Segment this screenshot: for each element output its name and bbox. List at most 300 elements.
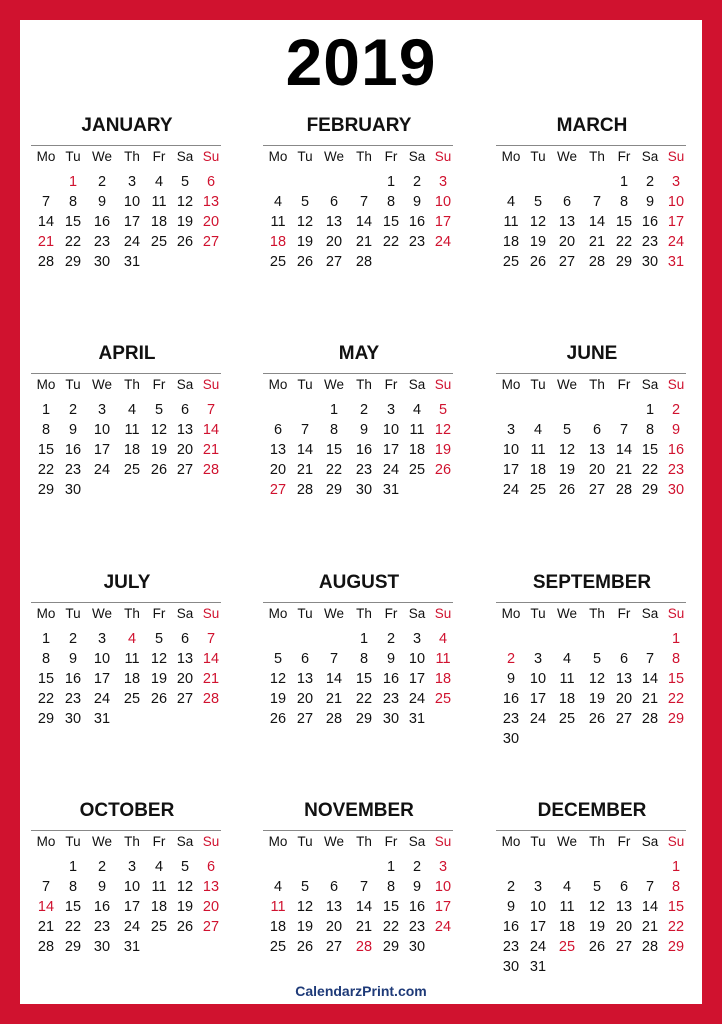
weekday-header: Tu	[530, 149, 546, 164]
day-cell: 11	[530, 442, 546, 458]
day-cell: 14	[37, 899, 55, 915]
day-cell: 13	[615, 671, 633, 687]
weekday-header: Fr	[152, 834, 166, 849]
day-cell: 17	[123, 214, 141, 230]
month-name: NOVEMBER	[304, 800, 414, 821]
month-divider	[31, 830, 221, 831]
weekday-header: Mo	[501, 149, 521, 164]
day-cell: 6	[562, 194, 572, 210]
day-cell: 16	[408, 899, 426, 915]
day-cell: 14	[202, 422, 220, 438]
month-october	[31, 800, 223, 977]
day-cell: 24	[529, 711, 547, 727]
year-title: 2019	[285, 25, 437, 99]
day-cell: 19	[296, 919, 314, 935]
day-cell: 28	[355, 939, 373, 955]
day-cell: 22	[355, 691, 373, 707]
day-cell: 20	[202, 899, 220, 915]
day-cell: 4	[154, 859, 164, 875]
day-cell: 1	[41, 631, 51, 647]
day-cell: 10	[93, 651, 111, 667]
month-august	[263, 572, 455, 749]
day-cell: 7	[206, 402, 216, 418]
day-cell: 17	[434, 899, 452, 915]
day-cell: 3	[506, 422, 516, 438]
day-cell: 31	[408, 711, 426, 727]
weekday-header: Mo	[501, 834, 521, 849]
day-cell: 7	[359, 879, 369, 895]
day-cell: 6	[329, 879, 339, 895]
day-cell: 12	[296, 214, 314, 230]
day-cell: 18	[123, 671, 141, 687]
day-cell: 3	[438, 174, 448, 190]
day-cell: 11	[559, 899, 575, 915]
day-cell: 18	[123, 442, 141, 458]
day-cell: 28	[37, 254, 55, 270]
month-divider	[496, 830, 686, 831]
day-cell: 11	[151, 879, 167, 895]
day-cell: 26	[176, 234, 194, 250]
weekday-header: Sa	[176, 834, 194, 849]
day-cell: 21	[37, 919, 55, 935]
day-cell: 22	[641, 462, 659, 478]
day-cell: 18	[529, 462, 547, 478]
day-cell: 3	[97, 402, 107, 418]
weekday-header: Sa	[408, 149, 426, 164]
day-cell: 9	[68, 651, 78, 667]
day-cell: 26	[176, 919, 194, 935]
weekday-header: Tu	[530, 377, 546, 392]
day-cell: 23	[408, 919, 426, 935]
day-cell: 5	[300, 194, 310, 210]
weekday-header: Tu	[297, 149, 313, 164]
day-cell: 3	[438, 859, 448, 875]
day-cell: 11	[435, 651, 451, 667]
day-cell: 5	[300, 879, 310, 895]
day-cell: 13	[558, 214, 576, 230]
weekday-header: Th	[356, 377, 372, 392]
day-cell: 31	[667, 254, 685, 270]
day-cell: 30	[93, 254, 111, 270]
day-cell: 1	[68, 859, 78, 875]
day-cell: 13	[296, 671, 314, 687]
weekday-header: Th	[124, 606, 140, 621]
weekday-header: Su	[667, 149, 685, 164]
day-cell: 6	[329, 194, 339, 210]
day-cell: 23	[64, 691, 82, 707]
day-cell: 20	[176, 442, 194, 458]
day-cell: 27	[202, 919, 220, 935]
day-cell: 29	[37, 482, 55, 498]
day-cell: 30	[667, 482, 685, 498]
day-cell: 21	[641, 919, 659, 935]
day-cell: 15	[641, 442, 659, 458]
weekday-header: Th	[124, 834, 140, 849]
day-cell: 12	[176, 194, 194, 210]
day-cell: 25	[502, 254, 520, 270]
day-cell: 5	[180, 859, 190, 875]
day-cell: 11	[270, 214, 286, 230]
weekday-header: Sa	[176, 377, 194, 392]
day-cell: 21	[296, 462, 314, 478]
weekday-header: We	[323, 377, 344, 392]
month-divider	[31, 602, 221, 603]
day-cell: 28	[588, 254, 606, 270]
day-cell: 9	[97, 879, 107, 895]
weekday-header: Su	[667, 377, 685, 392]
day-cell: 28	[202, 691, 220, 707]
weekday-header: We	[91, 377, 112, 392]
day-cell: 19	[529, 234, 547, 250]
day-cell: 14	[325, 671, 343, 687]
day-cell: 15	[355, 671, 373, 687]
day-cell: 10	[502, 442, 520, 458]
day-cell: 20	[296, 691, 314, 707]
day-cell: 16	[667, 442, 685, 458]
day-cell: 1	[671, 859, 681, 875]
day-cell: 26	[150, 691, 168, 707]
day-cell: 19	[150, 671, 168, 687]
month-divider	[263, 145, 453, 146]
day-cell: 2	[671, 402, 681, 418]
day-cell: 24	[502, 482, 520, 498]
day-cell: 11	[151, 194, 167, 210]
month-name: JANUARY	[81, 115, 173, 136]
day-cell: 6	[592, 422, 602, 438]
day-cell: 28	[37, 939, 55, 955]
day-cell: 26	[529, 254, 547, 270]
day-cell: 6	[300, 651, 310, 667]
weekday-header: We	[556, 834, 577, 849]
weekday-header: We	[91, 834, 112, 849]
day-cell: 11	[503, 214, 519, 230]
day-cell: 3	[127, 174, 137, 190]
weekday-header: Su	[202, 377, 220, 392]
day-cell: 29	[64, 254, 82, 270]
month-name: JULY	[103, 572, 151, 593]
day-cell: 9	[97, 194, 107, 210]
month-divider	[496, 373, 686, 374]
day-cell: 24	[123, 234, 141, 250]
weekday-header: Mo	[268, 377, 288, 392]
day-cell: 26	[588, 939, 606, 955]
day-cell: 27	[296, 711, 314, 727]
weekday-header: We	[556, 377, 577, 392]
day-cell: 24	[93, 462, 111, 478]
day-cell: 21	[202, 442, 220, 458]
day-cell: 15	[37, 442, 55, 458]
day-cell: 13	[615, 899, 633, 915]
day-cell: 5	[533, 194, 543, 210]
month-divider	[263, 373, 453, 374]
day-cell: 18	[558, 691, 576, 707]
month-name: SEPTEMBER	[532, 572, 652, 593]
day-cell: 3	[127, 859, 137, 875]
day-cell: 17	[123, 899, 141, 915]
weekday-header: Th	[356, 149, 372, 164]
day-cell: 9	[645, 194, 655, 210]
day-cell: 7	[300, 422, 310, 438]
day-cell: 5	[154, 631, 164, 647]
day-cell: 17	[408, 671, 426, 687]
day-cell: 22	[325, 462, 343, 478]
day-cell: 14	[641, 899, 659, 915]
month-april	[31, 343, 223, 520]
day-cell: 3	[386, 402, 396, 418]
day-cell: 2	[412, 859, 422, 875]
footer-brand: CalendarzPrint.com	[295, 983, 427, 999]
day-cell: 30	[382, 711, 400, 727]
weekday-header: Su	[434, 377, 452, 392]
day-cell: 15	[382, 214, 400, 230]
day-cell: 30	[355, 482, 373, 498]
day-cell: 13	[325, 899, 343, 915]
weekday-header: We	[91, 149, 112, 164]
day-cell: 12	[150, 651, 168, 667]
day-cell: 29	[64, 939, 82, 955]
day-cell: 24	[529, 939, 547, 955]
day-cell: 25	[123, 462, 141, 478]
weekday-header: Mo	[268, 149, 288, 164]
day-cell: 19	[558, 462, 576, 478]
weekday-header: Tu	[530, 606, 546, 621]
day-cell: 18	[269, 234, 287, 250]
weekday-header: Su	[434, 834, 452, 849]
day-cell: 4	[273, 194, 283, 210]
day-cell: 26	[296, 939, 314, 955]
day-cell: 28	[641, 711, 659, 727]
day-cell: 6	[206, 859, 216, 875]
day-cell: 8	[645, 422, 655, 438]
day-cell: 4	[533, 422, 543, 438]
weekday-header: Sa	[641, 606, 659, 621]
day-cell: 30	[93, 939, 111, 955]
day-cell: 23	[408, 234, 426, 250]
day-cell: 22	[37, 462, 55, 478]
weekday-header: Fr	[384, 377, 398, 392]
weekday-header: We	[556, 606, 577, 621]
day-cell: 9	[68, 422, 78, 438]
day-cell: 14	[615, 442, 633, 458]
day-cell: 3	[533, 879, 543, 895]
weekday-header: Fr	[384, 149, 398, 164]
day-cell: 28	[296, 482, 314, 498]
day-cell: 10	[123, 194, 141, 210]
day-cell: 23	[93, 234, 111, 250]
day-cell: 1	[386, 174, 396, 190]
weekday-header: Mo	[36, 377, 56, 392]
day-cell: 2	[386, 631, 396, 647]
month-divider	[31, 373, 221, 374]
day-cell: 24	[408, 691, 426, 707]
day-cell: 15	[64, 214, 82, 230]
day-cell: 25	[558, 711, 576, 727]
day-cell: 21	[615, 462, 633, 478]
day-cell: 6	[619, 651, 629, 667]
month-december	[496, 800, 688, 977]
day-cell: 27	[325, 939, 343, 955]
day-cell: 22	[37, 691, 55, 707]
day-cell: 27	[202, 234, 220, 250]
weekday-header: Sa	[176, 606, 194, 621]
day-cell: 21	[641, 691, 659, 707]
day-cell: 11	[409, 422, 425, 438]
day-cell: 21	[325, 691, 343, 707]
day-cell: 26	[269, 711, 287, 727]
day-cell: 31	[382, 482, 400, 498]
day-cell: 16	[64, 671, 82, 687]
weekday-header: Th	[589, 149, 605, 164]
weekday-header: Th	[124, 377, 140, 392]
weekday-header: Fr	[384, 834, 398, 849]
day-cell: 27	[325, 254, 343, 270]
day-cell: 20	[269, 462, 287, 478]
day-cell: 11	[124, 422, 140, 438]
day-cell: 22	[667, 691, 685, 707]
day-cell: 4	[438, 631, 448, 647]
weekday-header: Mo	[36, 149, 56, 164]
weekday-header: Th	[589, 377, 605, 392]
day-cell: 18	[150, 899, 168, 915]
day-cell: 28	[641, 939, 659, 955]
day-cell: 19	[176, 214, 194, 230]
day-cell: 3	[97, 631, 107, 647]
day-cell: 10	[382, 422, 400, 438]
weekday-header: Su	[434, 606, 452, 621]
month-divider	[263, 602, 453, 603]
day-cell: 29	[355, 711, 373, 727]
day-cell: 9	[412, 879, 422, 895]
day-cell: 12	[150, 422, 168, 438]
day-cell: 30	[641, 254, 659, 270]
weekday-header: Mo	[36, 606, 56, 621]
weekday-header: Th	[124, 149, 140, 164]
day-cell: 23	[355, 462, 373, 478]
weekday-header: Th	[356, 834, 372, 849]
day-cell: 2	[506, 879, 516, 895]
day-cell: 1	[619, 174, 629, 190]
day-cell: 9	[359, 422, 369, 438]
day-cell: 8	[359, 651, 369, 667]
day-cell: 21	[588, 234, 606, 250]
day-cell: 10	[93, 422, 111, 438]
weekday-header: Th	[589, 834, 605, 849]
day-cell: 30	[64, 711, 82, 727]
day-cell: 9	[506, 899, 516, 915]
day-cell: 24	[434, 919, 452, 935]
day-cell: 26	[150, 462, 168, 478]
month-name: AUGUST	[318, 572, 400, 593]
day-cell: 8	[671, 651, 681, 667]
day-cell: 4	[127, 631, 137, 647]
weekday-header: Tu	[65, 606, 81, 621]
day-cell: 16	[641, 214, 659, 230]
month-name: DECEMBER	[537, 800, 647, 821]
day-cell: 2	[68, 631, 78, 647]
day-cell: 4	[273, 879, 283, 895]
day-cell: 10	[123, 879, 141, 895]
weekday-header: Tu	[297, 834, 313, 849]
day-cell: 10	[529, 671, 547, 687]
day-cell: 25	[434, 691, 452, 707]
day-cell: 15	[325, 442, 343, 458]
day-cell: 21	[355, 919, 373, 935]
day-cell: 20	[202, 214, 220, 230]
day-cell: 12	[269, 671, 287, 687]
day-cell: 17	[667, 214, 685, 230]
day-cell: 15	[382, 899, 400, 915]
day-cell: 1	[41, 402, 51, 418]
day-cell: 17	[529, 919, 547, 935]
day-cell: 1	[359, 631, 369, 647]
day-cell: 25	[269, 254, 287, 270]
month-november	[263, 800, 455, 977]
day-cell: 12	[296, 899, 314, 915]
day-cell: 2	[506, 651, 516, 667]
day-cell: 2	[412, 174, 422, 190]
day-cell: 22	[64, 919, 82, 935]
day-cell: 6	[619, 879, 629, 895]
day-cell: 2	[68, 402, 78, 418]
day-cell: 20	[325, 234, 343, 250]
day-cell: 25	[150, 919, 168, 935]
day-cell: 18	[558, 919, 576, 935]
day-cell: 22	[382, 919, 400, 935]
day-cell: 14	[202, 651, 220, 667]
month-june	[496, 343, 688, 520]
day-cell: 28	[615, 482, 633, 498]
day-cell: 8	[619, 194, 629, 210]
weekday-header: Fr	[384, 606, 398, 621]
day-cell: 7	[41, 879, 51, 895]
day-cell: 12	[434, 422, 452, 438]
day-cell: 12	[558, 442, 576, 458]
day-cell: 8	[68, 194, 78, 210]
day-cell: 31	[123, 254, 141, 270]
day-cell: 19	[588, 691, 606, 707]
weekday-header: Sa	[408, 377, 426, 392]
day-cell: 23	[641, 234, 659, 250]
day-cell: 5	[562, 422, 572, 438]
weekday-header: Su	[202, 606, 220, 621]
day-cell: 28	[202, 462, 220, 478]
day-cell: 27	[615, 939, 633, 955]
weekday-header: Fr	[617, 834, 631, 849]
day-cell: 11	[124, 651, 140, 667]
day-cell: 16	[408, 214, 426, 230]
day-cell: 6	[180, 402, 190, 418]
weekday-header: Su	[434, 149, 452, 164]
day-cell: 6	[273, 422, 283, 438]
day-cell: 4	[506, 194, 516, 210]
month-may	[263, 343, 455, 520]
day-cell: 7	[329, 651, 339, 667]
day-cell: 10	[667, 194, 685, 210]
weekday-header: Fr	[152, 377, 166, 392]
day-cell: 21	[355, 234, 373, 250]
day-cell: 7	[645, 651, 655, 667]
day-cell: 7	[359, 194, 369, 210]
weekday-header: Mo	[268, 606, 288, 621]
day-cell: 20	[325, 919, 343, 935]
day-cell: 16	[93, 214, 111, 230]
day-cell: 21	[37, 234, 55, 250]
day-cell: 14	[37, 214, 55, 230]
day-cell: 19	[296, 234, 314, 250]
day-cell: 19	[269, 691, 287, 707]
day-cell: 5	[592, 651, 602, 667]
day-cell: 29	[667, 939, 685, 955]
